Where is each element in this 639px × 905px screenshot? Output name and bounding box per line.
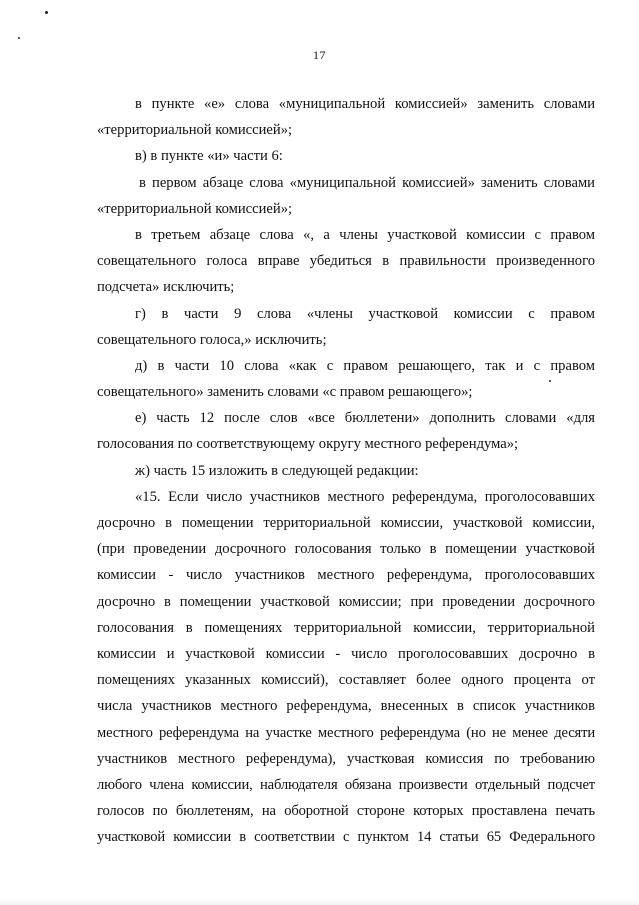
text-line: «территориальной комиссией»; — [97, 122, 293, 139]
text-line: ж) часть 15 изложить в следующей редакции: — [135, 462, 419, 479]
text-line: подсчета» исключить; — [97, 279, 235, 296]
text-line: участников местного референдума), участковая комиссия по требованию — [97, 750, 595, 767]
text-line: совещательного голоса,» исключить; — [97, 331, 327, 348]
text-line: числа участников местного референдума, внесенных в список участников — [97, 698, 595, 715]
text-line: в) в пункте «и» части 6: — [135, 148, 283, 165]
text-line: в третьем абзаце слова «, а члены участковой комиссии с правом — [135, 226, 595, 243]
text-line: д) в части 10 слова «как с правом решающего, так и с правом — [135, 357, 595, 374]
scan-edge-shadow — [0, 899, 639, 905]
text-line: г) в части 9 слова «члены участковой комиссии с правом — [135, 305, 595, 322]
scan-speck — [18, 37, 20, 39]
text-line: е) часть 12 после слов «все бюллетени» дополнить словами «для — [135, 410, 595, 427]
text-line: «15. Если число участников местного референдума, проголосовавших — [135, 488, 595, 505]
text-line: совещательного» заменить словами «с правом решающего»; — [97, 384, 473, 401]
text-line: комиссии и участковой комиссии - число проголосовавших досрочно в — [97, 645, 595, 662]
text-line: «территориальной комиссией»; — [97, 200, 293, 217]
text-line: голосования в помещениях территориальной комиссии, территориальной — [97, 619, 595, 636]
text-line: местного референдума на участке местного референдума (но не менее десяти — [97, 724, 595, 741]
text-line: досрочно в помещении территориальной комиссии, участковой комиссии, — [97, 515, 595, 531]
scan-speck — [45, 11, 48, 14]
document-body — [97, 91, 595, 850]
page-number: 17 — [313, 48, 326, 62]
text-line: комиссии - число участников местного референдума, проголосовавших — [97, 567, 595, 584]
text-line: участковой комиссии в соответствии с пунктом 14 статьи 65 Федерального — [97, 829, 595, 846]
text-line: досрочно в помещении участковой комиссии; при проведении досрочного — [97, 593, 595, 610]
text-line: помещениях указанных комиссий), составляет более одного процента от — [97, 672, 595, 689]
text-line: голосов по бюллетеням, на оборотной стороне которых проставлена печать — [97, 803, 595, 820]
text-line: (при проведении досрочного голосования только в помещении участковой — [97, 541, 595, 558]
text-line: в пункте «е» слова «муниципальной комиссией» заменить словами — [135, 96, 595, 112]
text-line: в первом абзаце слова «муниципальной комиссией» заменить словами — [139, 174, 595, 191]
text-line: любого члена комиссии, наблюдателя обязана произвести отдельный подсчет — [97, 776, 595, 793]
text-line: голосования по соответствующему округу местного референдума»; — [97, 436, 519, 453]
text-line: совещательного голоса вправе убедиться в правильности произведенного — [97, 253, 595, 270]
